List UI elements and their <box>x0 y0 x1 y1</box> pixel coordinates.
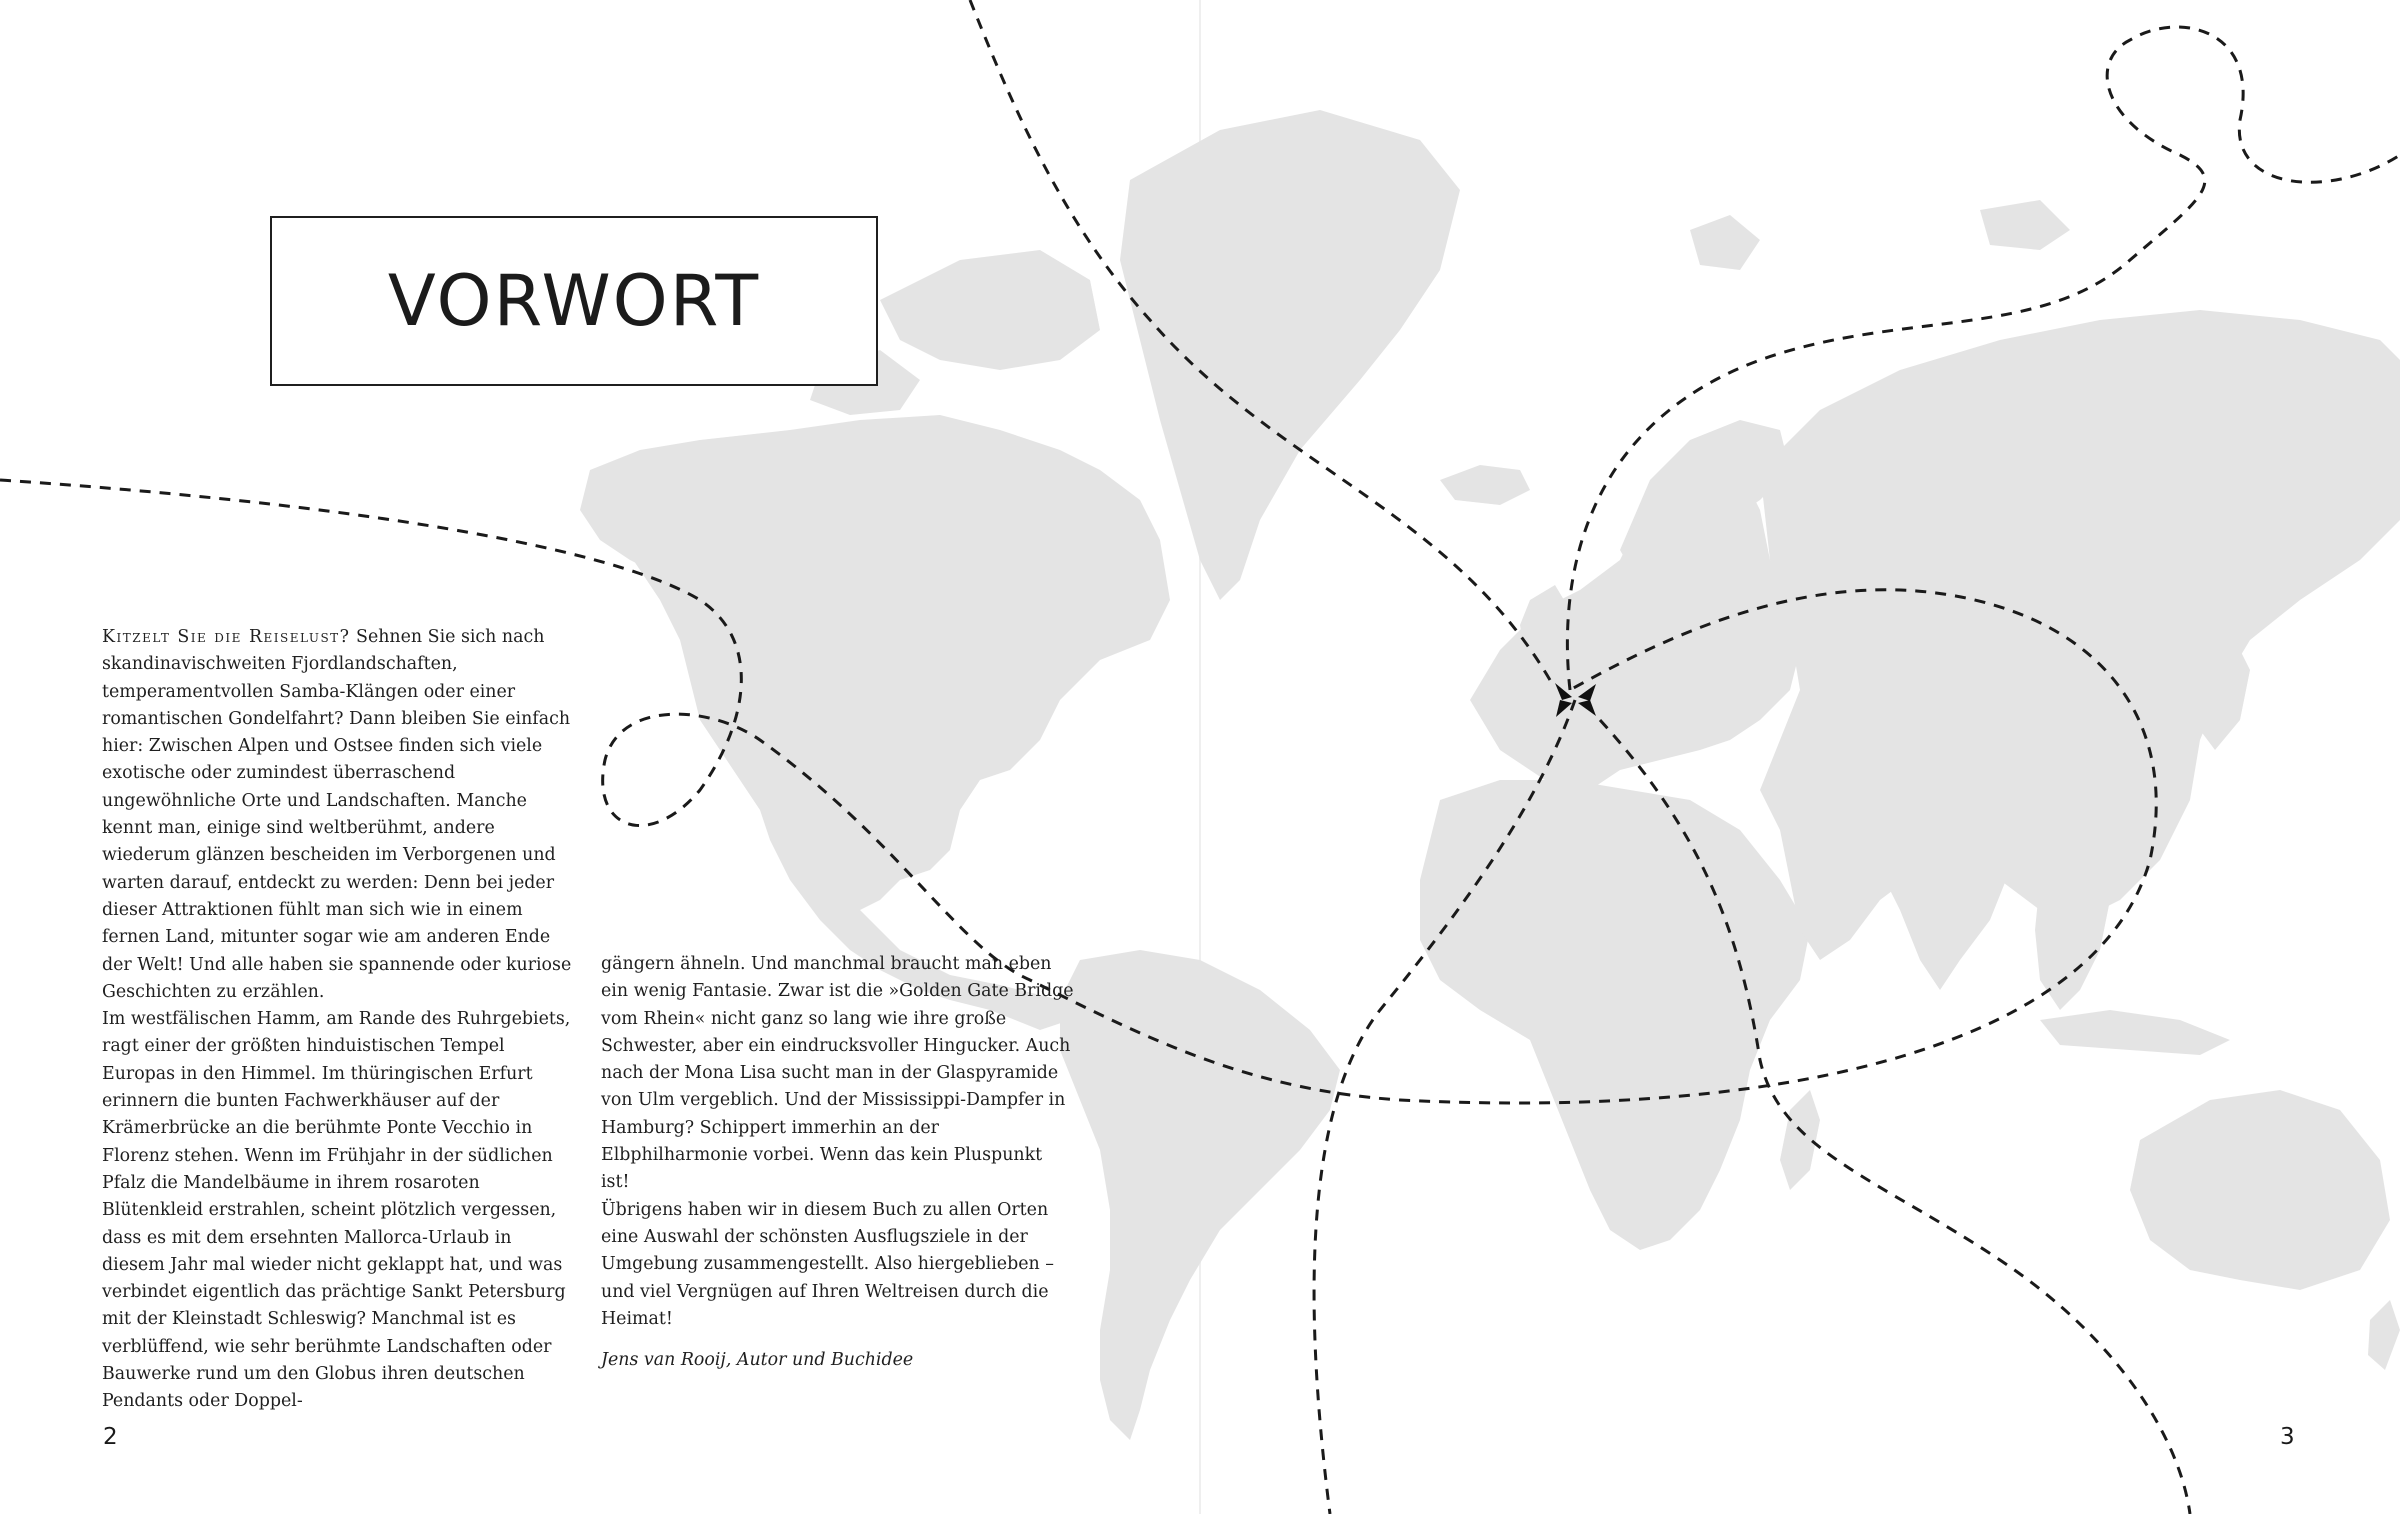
southeast-asia-landmass <box>2035 870 2110 1010</box>
paragraph-intro-text: Sehnen Sie sich nach skandinavischweiten Fjordlandschaften, temperamentvollen Samba-Klängen oder einer romantischen Gondelfahrt? Dann bleiben Sie einfach hier: Zwischen Alpen und Ostsee finden sich viele exotische oder zumindest überraschend ungewöhnliche Orte und Landschaften. Manche kennt man, einige sind weltberühmt, andere wiederum glänzen bescheiden im Verborgenen und warten darauf, entdeckt zu werden: Denn bei jeder dieser Attraktionen fühlt man sich wie in einem fernen Land, mitunter sogar wie am anderen Ende der Welt! Und alle haben sie spannende oder kuriose Geschichten zu erzählen. <box>102 627 572 1002</box>
page-number-right: 3 <box>2280 1424 2295 1450</box>
iceland-landmass <box>1440 465 1530 505</box>
madagascar-landmass <box>1780 1090 1820 1190</box>
page-title: VORWORT <box>387 260 761 342</box>
asia-landmass <box>1760 310 2400 960</box>
author-signature: Jens van Rooij, Autor und Buchidee <box>601 1350 914 1371</box>
new-zealand-landmass <box>2368 1300 2400 1370</box>
paragraph-examples: Im westfälischen Hamm, am Rande des Ruhrgebiets, ragt einer der größten hinduistischen Tempel Europas in den Himmel. Im thüringischen Erfurt erinnern die bunten Fachwerkhäuser auf der Krämerbrücke an die berühmte Ponte Vecchio in Florenz stehen. Wenn im Frühjahr in der südlichen Pfalz die Mandelbäume in ihrem rosaroten Blütenkleid erstrahlen, scheint plötzlich vergessen, dass es mit dem ersehnten Mallorca-Urlaub in diesem Jahr mal wieder nicht geklappt hat, und was verbindet eigentlich das prächtige Sankt Petersburg mit der Kleinstadt Schleswig? Manchmal ist es verblüffend, wie sehr berühmte Landschaften oder Bauwerke rund um den Globus ihren deutschen Pendants oder Doppel- <box>102 1009 571 1412</box>
svalbard-islands <box>1690 215 1760 270</box>
paragraph-closing: Übrigens haben wir in diesem Buch zu allen Orten eine Auswahl der schönsten Ausflugsziele in der Umgebung zusammengestellt. Also hiergeblieben – und viel Vergnügen auf Ihren Weltreisen durch die Heimat! <box>601 1199 1054 1329</box>
paragraph-continuation: gängern ähneln. Und manchmal braucht man eben ein wenig Fantasie. Zwar ist die »Golden Gate Bridge vom Rhein« nicht ganz so lang wie ihre große Schwester, aber ein eindrucksvoller Hingucker. Auch nach der Mona Lisa sucht man in der Glaspyramide von Ulm vergeblich. Und der Mississippi-Dampfer in Hamburg? Schippert immerhin an der Elbphilharmonie vorbei. Wenn das kein Pluspunkt ist! <box>601 954 1074 1193</box>
india-landmass <box>1880 810 2010 990</box>
siberian-islands <box>1980 200 2070 250</box>
europe-landmass <box>1470 460 1800 790</box>
indonesia-islands <box>2040 1010 2230 1055</box>
paragraph-intro <box>102 624 572 1006</box>
title-box <box>270 216 878 386</box>
text-column-right <box>601 951 1075 1374</box>
text-column-left <box>102 624 572 1416</box>
page-number-left: 2 <box>103 1424 118 1450</box>
arctic-islands <box>880 250 1100 370</box>
australia-landmass <box>2130 1090 2390 1290</box>
africa-landmass <box>1420 780 1810 1250</box>
lead-in-caps: Kitzelt Sie die Reiselust? <box>102 627 351 647</box>
